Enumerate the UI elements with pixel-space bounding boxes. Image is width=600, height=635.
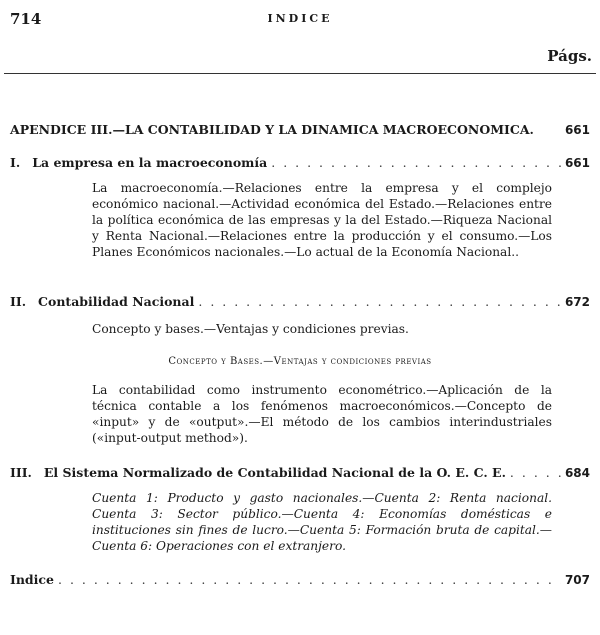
toc-entry-label: La empresa en la macroeconomía — [32, 155, 268, 170]
toc-entry-number: III. — [10, 465, 32, 480]
leader-dots — [271, 155, 561, 170]
section-ii-description: Concepto y bases.—Ventajas y condiciones previas. — [92, 322, 409, 336]
toc-entry-apendice-iii[interactable] — [10, 122, 590, 137]
page-number: 714 — [10, 10, 42, 28]
header-rule — [4, 73, 596, 74]
toc-entry-number: I. — [10, 155, 21, 170]
toc-entry-indice[interactable] — [10, 572, 590, 587]
toc-entry-label: El Sistema Normalizado de Contabilidad Nacional de la O. E. C. E. — [43, 465, 506, 480]
running-head: INDICE — [267, 12, 333, 25]
toc-entry-ii[interactable] — [10, 294, 590, 309]
toc-entry-page: 672 — [564, 295, 590, 309]
toc-entry-number: II. — [10, 294, 27, 309]
toc-entry-page: 707 — [564, 573, 590, 587]
toc-entry-page: 661 — [564, 123, 590, 137]
toc-entry-page: 684 — [564, 466, 590, 480]
toc-entry-label: Contabilidad Nacional — [38, 294, 195, 309]
leader-dots — [58, 572, 561, 587]
section-ii-subheading: Concepto y Bases.—Ventajas y condiciones previas — [168, 356, 432, 367]
toc-entry-page: 661 — [564, 156, 590, 170]
section-iii-description: Cuenta 1: Producto y gasto nacionales.—Cuenta 2: Renta nacional. Cuenta 3: Sector público.—Cuenta 4: Economías domésticas e instituciones sin fines de lucro.—Cuenta 5: Formación bruta de capital.—Cuenta 6: Operaciones con el extranjero. — [92, 491, 552, 553]
toc-entry-iii[interactable] — [10, 465, 590, 480]
toc-entry-label: Indice — [10, 572, 54, 587]
section-i-description: La macroeconomía.—Relaciones entre la empresa y el complejo económico nacional.—Actividad económica del Estado.—Relaciones entre la política económica de las empresas y la del Estado.—Riqueza Nacional y Renta Nacional.—Relaciones entre la producción y el consumo.—Los Planes Económicos nacionales.—Lo actual de la Economía Nacional.. — [92, 181, 552, 259]
leader-dots — [198, 294, 561, 309]
toc-entry-label: APENDICE III.—LA CONTABILIDAD Y LA DINAMICA MACROECONOMICA. — [10, 122, 534, 137]
pages-column-label: Págs. — [547, 47, 592, 65]
section-ii-detail: La contabilidad como instrumento econométrico.—Aplicación de la técnica contable a los fenómenos macroeconómicos.—Concepto de «input» y de «output».—El método de los cambios interindustriales («input-output method»). — [92, 383, 552, 445]
toc-entry-i[interactable] — [10, 155, 590, 170]
leader-dots — [510, 465, 561, 480]
